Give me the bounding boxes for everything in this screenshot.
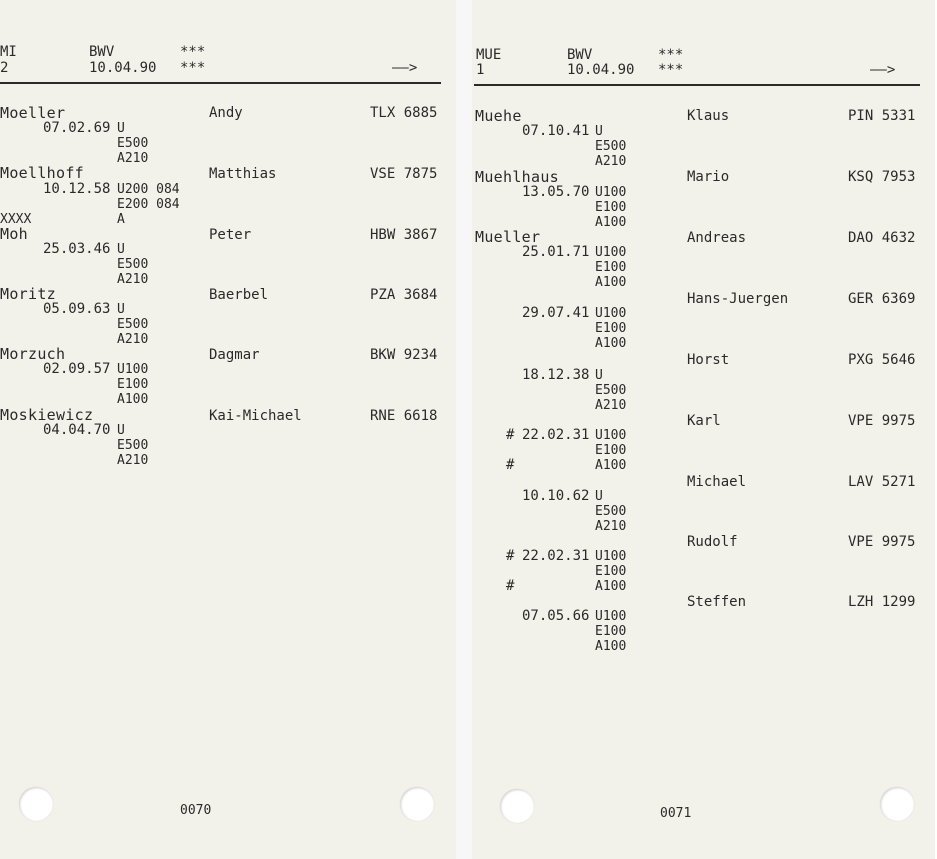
code: U100 — [117, 362, 149, 377]
birth-date: 10.12.58 — [43, 181, 111, 197]
header-rule — [474, 84, 920, 86]
surname: Mueller — [475, 228, 541, 246]
code: U — [595, 368, 603, 383]
code: E200 084 — [117, 197, 180, 212]
first-name: Klaus — [687, 108, 730, 124]
first-name: Peter — [209, 227, 252, 243]
birth-date: 05.09.63 — [43, 301, 111, 317]
code: E500 — [117, 317, 149, 332]
code: E100 — [595, 624, 627, 639]
code: A210 — [117, 151, 149, 166]
code: U — [117, 302, 125, 317]
record-id: VPE 9975 — [848, 534, 916, 550]
header-org: BWV — [567, 47, 593, 63]
punch-hole — [500, 789, 534, 823]
hash-mark: # — [506, 457, 515, 473]
birth-date: 22.02.31 — [522, 548, 590, 564]
record-id: HBW 3867 — [370, 227, 438, 243]
header-stars: *** — [658, 62, 684, 78]
first-name: Dagmar — [209, 347, 260, 363]
record-id: TLX 6885 — [370, 105, 438, 121]
header-stars: *** — [658, 47, 684, 63]
code: U100 — [595, 185, 627, 200]
first-name: Rudolf — [687, 534, 738, 550]
first-name: Mario — [687, 169, 730, 185]
first-name: Hans-Juergen — [687, 291, 789, 307]
code: E100 — [595, 260, 627, 275]
record-id: GER 6369 — [848, 291, 916, 307]
code: A100 — [595, 275, 627, 290]
first-name: Matthias — [209, 166, 277, 182]
surname: Moellhoff — [0, 164, 84, 182]
header-line: 2 — [0, 60, 9, 76]
header-stars: *** — [180, 44, 206, 60]
first-name: Michael — [687, 474, 747, 490]
first-name: Steffen — [687, 594, 747, 610]
code: A210 — [117, 453, 149, 468]
surname: Moskiewicz — [0, 406, 94, 424]
first-name: Horst — [687, 352, 730, 368]
code: E500 — [595, 383, 627, 398]
header-org: BWV — [89, 44, 115, 60]
code: A210 — [595, 154, 627, 169]
code: U — [595, 124, 603, 139]
birth-date: 29.07.41 — [522, 305, 590, 321]
code: E500 — [117, 438, 149, 453]
record-id: RNE 6618 — [370, 408, 438, 424]
code: E500 — [117, 257, 149, 272]
record-id: PXG 5646 — [848, 352, 916, 368]
code: A210 — [117, 332, 149, 347]
code: A210 — [595, 398, 627, 413]
index-card-right — [472, 0, 935, 859]
card-gap — [456, 0, 472, 859]
punch-hole — [400, 787, 434, 821]
index-card-left — [0, 0, 456, 859]
first-name: Andy — [209, 105, 243, 121]
birth-date: 07.05.66 — [522, 608, 590, 624]
code: U100 — [595, 245, 627, 260]
punch-hole — [880, 787, 914, 821]
code: U — [117, 121, 125, 136]
hash-mark: # — [506, 427, 515, 443]
surname: Moritz — [0, 285, 56, 303]
surname: Muehlhaus — [475, 168, 559, 186]
record-id: DAO 4632 — [848, 230, 916, 246]
record-id: LZH 1299 — [848, 594, 916, 610]
code: E100 — [117, 377, 149, 392]
header-rule — [0, 82, 441, 84]
first-name: Baerbel — [209, 287, 269, 303]
code: U100 — [595, 306, 627, 321]
birth-date: 22.02.31 — [522, 427, 590, 443]
code: A100 — [595, 639, 627, 654]
hash-mark: # — [506, 578, 515, 594]
record-id: LAV 5271 — [848, 474, 916, 490]
code: A100 — [595, 458, 627, 473]
first-name: Andreas — [687, 230, 747, 246]
birth-date: 10.10.62 — [522, 488, 590, 504]
surname: Moeller — [0, 104, 66, 122]
birth-date: 13.05.70 — [522, 184, 590, 200]
code: A100 — [595, 579, 627, 594]
code: A — [117, 212, 125, 227]
punch-hole — [19, 787, 53, 821]
surname: Morzuch — [0, 345, 66, 363]
birth-date: 04.04.70 — [43, 422, 111, 438]
code: E500 — [595, 139, 627, 154]
first-name: Karl — [687, 413, 721, 429]
birth-date: 02.09.57 — [43, 361, 111, 377]
code: E500 — [595, 504, 627, 519]
record-id: PZA 3684 — [370, 287, 438, 303]
code: E100 — [595, 443, 627, 458]
code: U100 — [595, 609, 627, 624]
code: A100 — [595, 215, 627, 230]
header-line: 1 — [476, 62, 485, 78]
surname: Moh — [0, 225, 28, 243]
code: A100 — [117, 392, 149, 407]
code: E100 — [595, 321, 627, 336]
code: U100 — [595, 549, 627, 564]
code: A100 — [595, 336, 627, 351]
hash-mark: # — [506, 548, 515, 564]
record-id: VPE 9975 — [848, 413, 916, 429]
birth-date: 07.10.41 — [522, 123, 590, 139]
page-number: 0071 — [660, 806, 692, 821]
header-code: MUE — [476, 47, 502, 63]
birth-date: 25.03.46 — [43, 241, 111, 257]
record-id: KSQ 7953 — [848, 169, 916, 185]
code: A210 — [595, 519, 627, 534]
page-number: 0070 — [180, 803, 212, 818]
record-id: BKW 9234 — [370, 347, 438, 363]
code: E100 — [595, 564, 627, 579]
strike-mark: XXXX — [0, 212, 32, 227]
first-name: Kai-Michael — [209, 408, 302, 424]
header-code: MI — [0, 44, 17, 60]
record-id: VSE 7875 — [370, 166, 438, 182]
code: U200 084 — [117, 182, 180, 197]
code: E100 — [595, 200, 627, 215]
code: U — [595, 489, 603, 504]
header-date: 10.04.90 — [567, 62, 635, 78]
birth-date: 07.02.69 — [43, 120, 111, 136]
record-id: PIN 5331 — [848, 108, 916, 124]
header-stars: *** — [180, 60, 206, 76]
code: U100 — [595, 428, 627, 443]
header-date: 10.04.90 — [89, 60, 157, 76]
code: U — [117, 242, 125, 257]
birth-date: 18.12.38 — [522, 367, 590, 383]
arrow-icon: ——> — [870, 62, 896, 78]
code: U — [117, 423, 125, 438]
arrow-icon: ——> — [392, 60, 418, 76]
code: E500 — [117, 136, 149, 151]
code: A210 — [117, 272, 149, 287]
birth-date: 25.01.71 — [522, 244, 590, 260]
surname: Muehe — [475, 107, 522, 125]
